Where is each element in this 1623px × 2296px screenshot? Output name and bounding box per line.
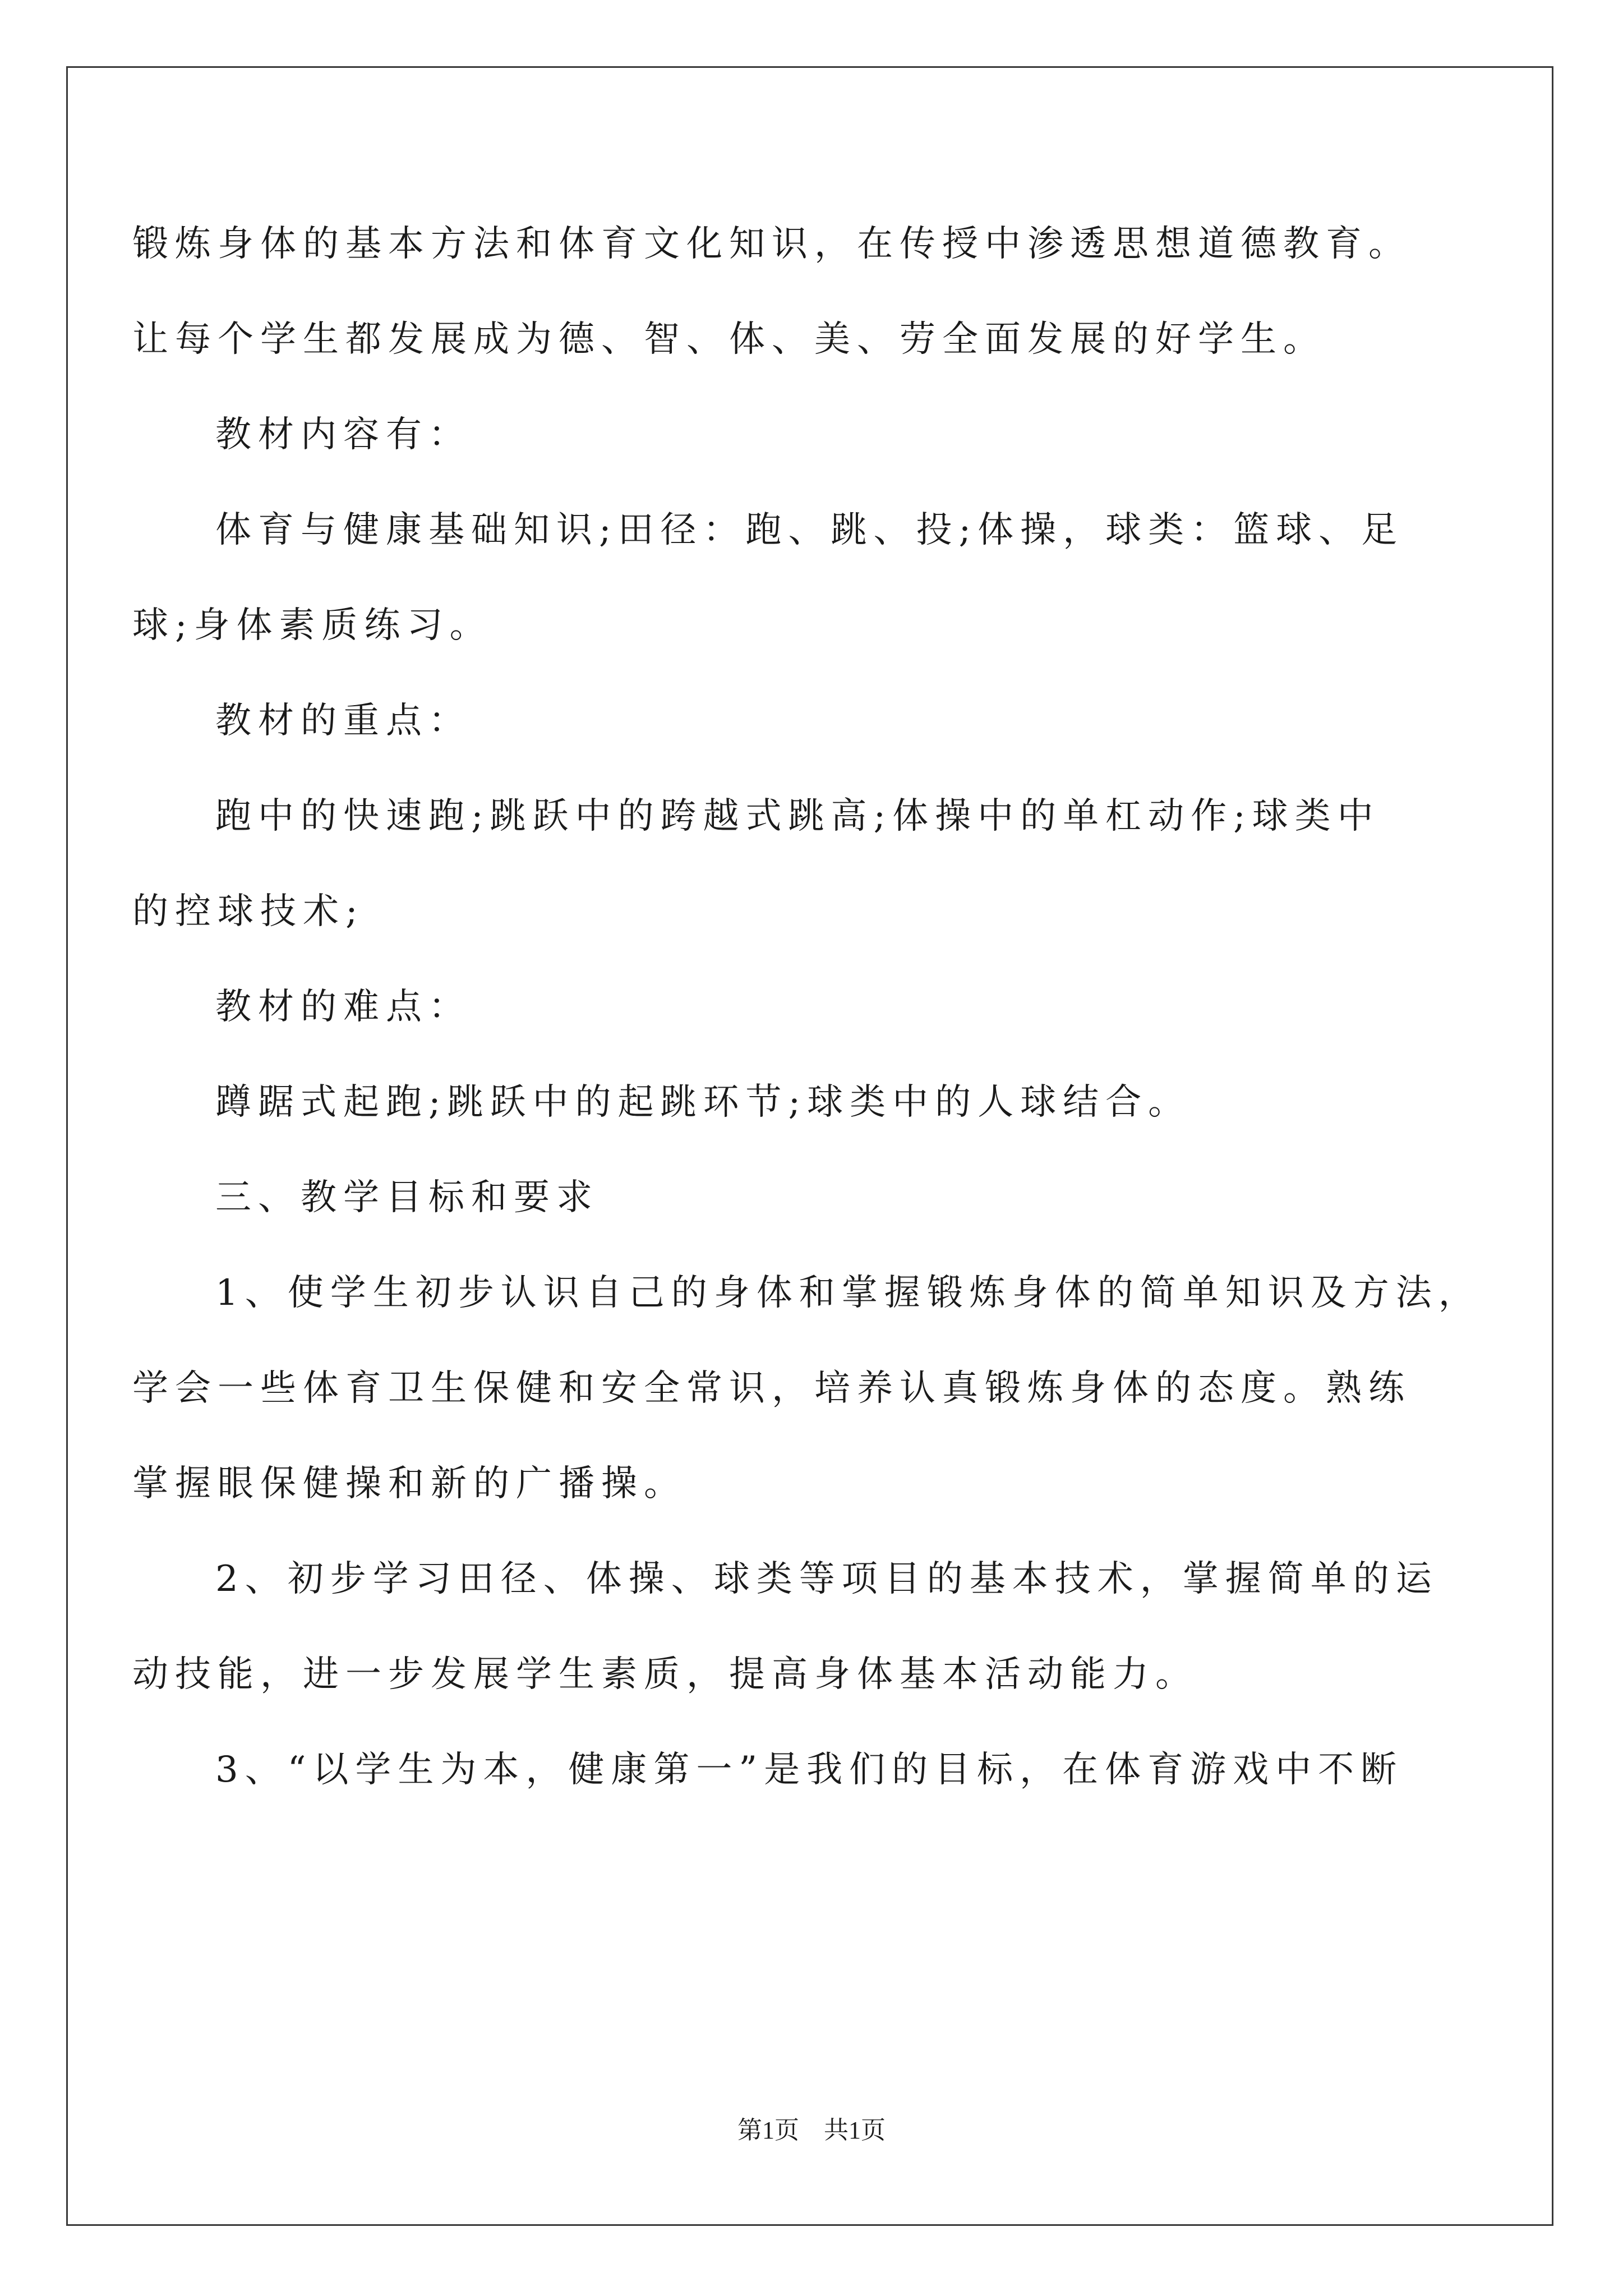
text-line: 跑中的快速跑;跳跃中的跨越式跳高;体操中的单杠动作;球类中 [215, 795, 1380, 837]
text-line: 的控球技术; [132, 891, 365, 932]
text-line: 动技能，进一步发展学生素质，提高身体基本活动能力。 [132, 1654, 1198, 1695]
text-line: 让每个学生都发展成为德、智、体、美、劳全面发展的好学生。 [132, 319, 1326, 360]
text-line: 球;身体素质练习。 [132, 605, 492, 646]
text-line: 3、“以学生为本，健康第一”是我们的目标，在体育游戏中不断 [215, 1749, 1404, 1791]
text-line: 锻炼身体的基本方法和体育文化知识，在传授中渗透思想道德教育。 [132, 223, 1411, 265]
text-line: 学会一些体育卫生保健和安全常识，培养认真锻炼身体的态度。熟练 [132, 1368, 1411, 1409]
section-label: 教材的重点： [215, 700, 471, 742]
section-heading: 三、教学目标和要求 [215, 1177, 599, 1218]
text-line: 体育与健康基础知识;田径：跑、跳、投;体操，球类：篮球、足 [215, 509, 1404, 551]
section-label: 教材内容有： [215, 414, 471, 455]
page-number: 第1页 共1页 [737, 2116, 886, 2144]
text-line: 掌握眼保健操和新的广播操。 [132, 1463, 686, 1504]
page-border [66, 66, 1553, 2226]
text-line: 蹲踞式起跑;跳跃中的起跳环节;球类中的人球结合。 [215, 1082, 1191, 1123]
section-label: 教材的难点： [215, 986, 471, 1028]
text-line: 2、初步学习田径、体操、球类等项目的基本技术，掌握简单的运 [215, 1558, 1438, 1600]
text-line: 1、使学生初步认识自己的身体和掌握锻炼身体的简单知识及方法， [215, 1272, 1481, 1314]
